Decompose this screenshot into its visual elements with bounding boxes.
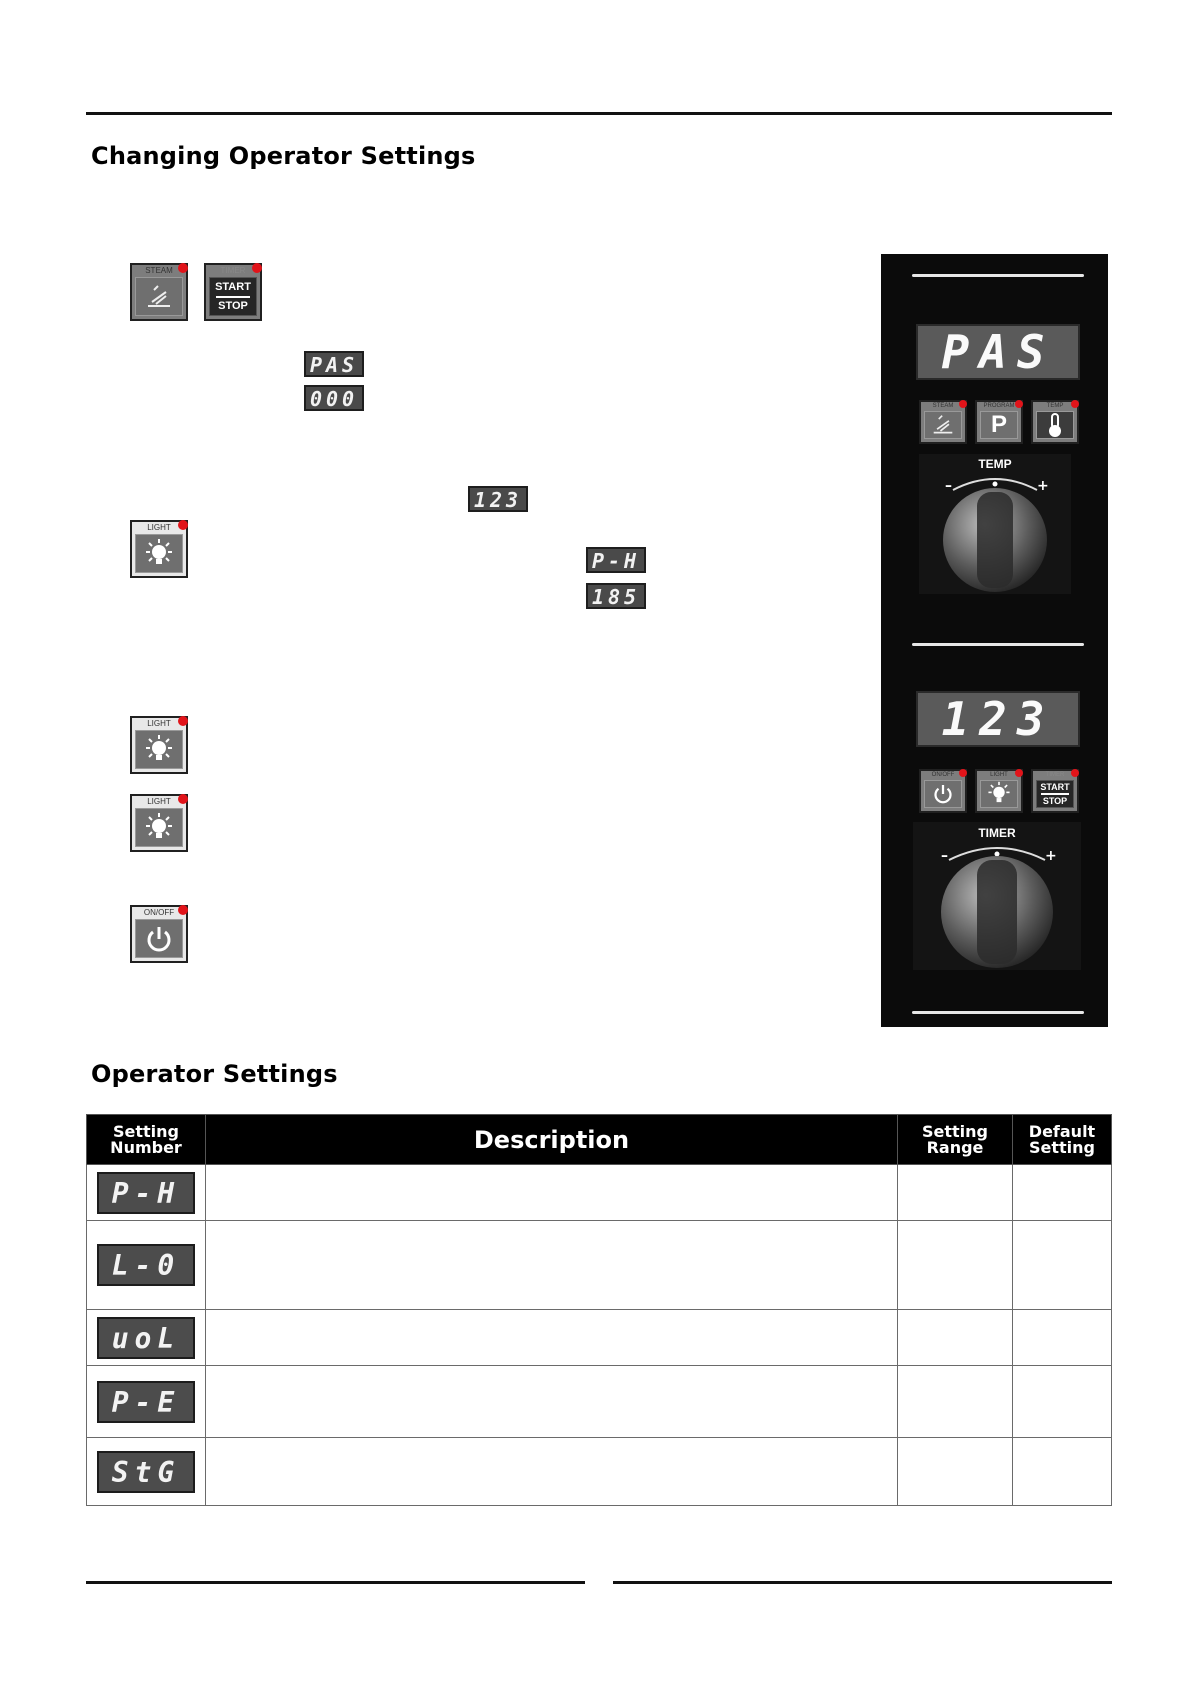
key-caption: ON/OFF (143, 908, 175, 917)
table-row (87, 1438, 1112, 1506)
setting-code-display: StG (97, 1451, 195, 1493)
start-stop-icon: START STOP (215, 280, 251, 312)
header-default-setting: Default Setting (1013, 1115, 1112, 1165)
onoff-key (130, 905, 188, 963)
led-indicator (178, 520, 188, 530)
row-description (206, 1310, 898, 1366)
thermometer-icon (1045, 412, 1065, 438)
row-description (206, 1165, 898, 1221)
led-indicator (252, 263, 262, 273)
footer-rule-right (613, 1581, 1112, 1584)
table-row (87, 1310, 1112, 1366)
display-000: 000 (304, 385, 364, 411)
light-bulb-icon (143, 734, 175, 766)
operator-settings-table (86, 1114, 1112, 1506)
row-description (206, 1366, 898, 1438)
row-description (206, 1438, 898, 1506)
key-caption: LIGHT (147, 523, 171, 532)
row-default (1013, 1221, 1112, 1310)
steam-key (130, 263, 188, 321)
setting-code-display: P-E (97, 1381, 195, 1423)
key-caption: LIGHT (147, 719, 171, 728)
row-default (1013, 1366, 1112, 1438)
panel-divider (912, 274, 1084, 277)
control-panel (881, 254, 1108, 1027)
header-setting-number: Setting Number (87, 1115, 206, 1165)
footer-rule-left (86, 1581, 585, 1584)
temp-knob[interactable]: TEMP – + (919, 454, 1071, 594)
panel-onoff-key[interactable]: ON/OFF (919, 769, 967, 813)
row-range (898, 1310, 1013, 1366)
led-indicator (178, 905, 188, 915)
row-range (898, 1165, 1013, 1221)
row-range (898, 1438, 1013, 1506)
table-row (87, 1165, 1112, 1221)
panel-program-key[interactable]: PROGRAM P (975, 400, 1023, 444)
display-123: 123 (468, 486, 528, 512)
steam-icon (144, 284, 174, 310)
timer-knob[interactable]: TIMER – + (913, 822, 1081, 970)
row-default (1013, 1165, 1112, 1221)
display-prh: P-H (586, 547, 646, 573)
light-bulb-icon (143, 538, 175, 570)
panel-divider (912, 643, 1084, 646)
row-default (1013, 1310, 1112, 1366)
table-row (87, 1221, 1112, 1310)
light-key (130, 520, 188, 578)
panel-start-stop-key[interactable]: TIMER START STOP (1031, 769, 1079, 813)
light-bulb-icon (143, 812, 175, 844)
key-caption: TIMER (220, 266, 246, 275)
setting-code-display: uoL (97, 1317, 195, 1359)
section-title: Changing Operator Settings (91, 142, 476, 170)
setting-code-display: P-H (97, 1172, 195, 1214)
light-bulb-icon (986, 781, 1012, 807)
power-icon (143, 923, 175, 955)
temp-display: PAS (916, 324, 1080, 380)
knob-dial-icon (919, 454, 1071, 594)
light-key (130, 716, 188, 774)
row-default (1013, 1438, 1112, 1506)
light-key (130, 794, 188, 852)
panel-steam-key[interactable]: STEAM (919, 400, 967, 444)
setting-code-display: L-0 (97, 1244, 195, 1286)
led-indicator (178, 263, 188, 273)
program-p-icon: P (990, 411, 1007, 438)
row-range (898, 1366, 1013, 1438)
steam-icon (930, 414, 956, 436)
panel-temp-key[interactable]: TEMP (1031, 400, 1079, 444)
header-setting-range: Setting Range (898, 1115, 1013, 1165)
start-stop-key (204, 263, 262, 321)
display-185: 185 (586, 583, 646, 609)
knob-dial-icon (913, 822, 1081, 970)
display-pas: PAS (304, 351, 364, 377)
panel-light-key[interactable]: LIGHT (975, 769, 1023, 813)
panel-divider (912, 1011, 1084, 1014)
power-icon (931, 782, 955, 806)
top-rule (86, 112, 1112, 115)
row-description (206, 1221, 898, 1310)
key-caption: STEAM (145, 266, 173, 275)
start-stop-icon: START STOP (1040, 782, 1070, 806)
table-row (87, 1366, 1112, 1438)
led-indicator (178, 794, 188, 804)
key-caption: LIGHT (147, 797, 171, 806)
table-title: Operator Settings (91, 1060, 338, 1088)
led-indicator (178, 716, 188, 726)
header-description: Description (206, 1115, 898, 1165)
row-range (898, 1221, 1013, 1310)
timer-display: 123 (916, 691, 1080, 747)
